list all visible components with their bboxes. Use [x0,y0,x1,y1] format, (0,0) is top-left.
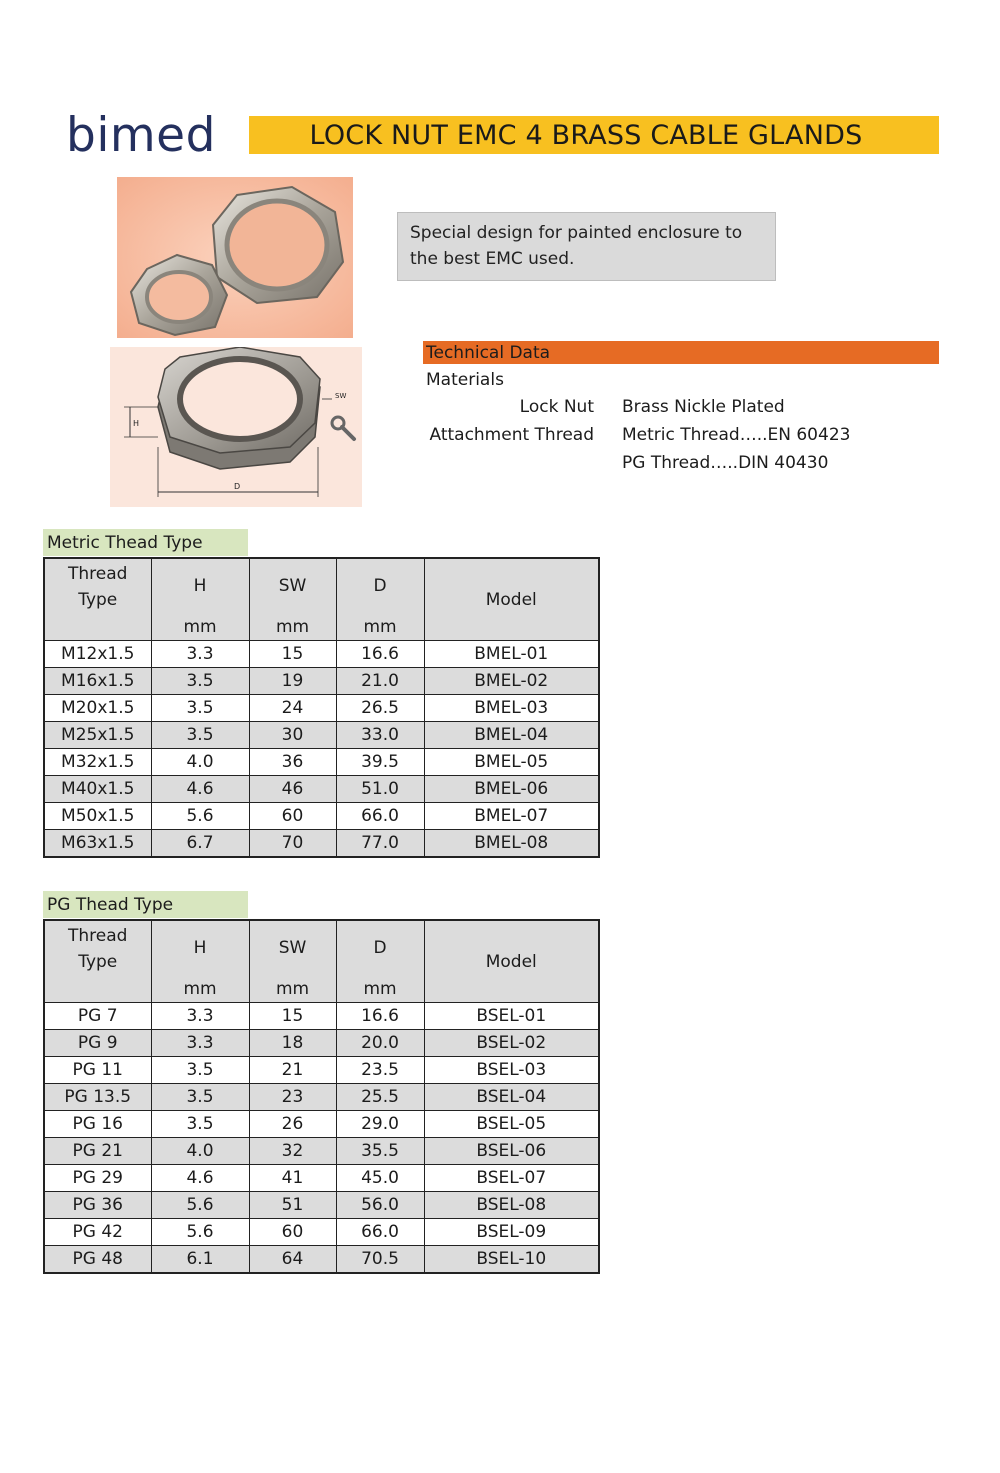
attachment-thread-label: Attachment Thread [429,425,594,445]
model-cell: BSEL-01 [424,1003,599,1030]
sw-cell: 60 [249,1219,336,1246]
h-cell: 3.5 [151,722,249,749]
product-photo-lock-nuts [117,177,353,338]
sw-cell: 70 [249,830,336,858]
model-header: Model [424,920,599,1003]
model-cell: BSEL-03 [424,1057,599,1084]
h-cell: 3.3 [151,1003,249,1030]
d-cell: 77.0 [336,830,424,858]
d-cell: 21.0 [336,668,424,695]
title-banner [249,116,939,154]
table-row [44,1030,599,1057]
table-row [44,668,599,695]
sw-cell: 30 [249,722,336,749]
table-header-row [44,558,599,641]
table-row [44,1219,599,1246]
thread-type-cell: M25x1.5 [44,722,151,749]
d-cell: 23.5 [336,1057,424,1084]
sw-cell: 18 [249,1030,336,1057]
sw-header: SW mm [249,920,336,1003]
model-cell: BSEL-10 [424,1246,599,1274]
d-cell: 29.0 [336,1111,424,1138]
table-row [44,830,599,858]
thread-type-cell: M20x1.5 [44,695,151,722]
thread-type-cell: M40x1.5 [44,776,151,803]
model-cell: BSEL-06 [424,1138,599,1165]
description-box: Special design for painted enclosure to the best EMC used. [397,212,776,281]
sw-cell: 15 [249,641,336,668]
model-cell: BMEL-06 [424,776,599,803]
sw-header: SW mm [249,558,336,641]
metric-spec-table [43,557,600,858]
d-cell: 56.0 [336,1192,424,1219]
table-row [44,1192,599,1219]
thread-type-cell: PG 29 [44,1165,151,1192]
d-cell: 26.5 [336,695,424,722]
model-cell: BMEL-08 [424,830,599,858]
h-cell: 5.6 [151,1192,249,1219]
h-cell: 5.6 [151,1219,249,1246]
thread-type-cell: PG 9 [44,1030,151,1057]
thread-type-cell: PG 13.5 [44,1084,151,1111]
sw-cell: 32 [249,1138,336,1165]
table-row [44,1003,599,1030]
h-cell: 3.3 [151,1030,249,1057]
thread-type-cell: PG 7 [44,1003,151,1030]
model-cell: BMEL-01 [424,641,599,668]
d-cell: 33.0 [336,722,424,749]
d-cell: 25.5 [336,1084,424,1111]
table-row [44,803,599,830]
table-row [44,1084,599,1111]
d-dimension-label: D [234,482,241,491]
table-row [44,1138,599,1165]
table-header-row [44,920,599,1003]
thread-type-cell: M63x1.5 [44,830,151,858]
h-cell: 3.5 [151,1057,249,1084]
h-cell: 6.7 [151,830,249,858]
dimension-drawing [110,347,362,507]
model-cell: BSEL-07 [424,1165,599,1192]
page-title: LOCK NUT EMC 4 BRASS CABLE GLANDS [309,119,863,151]
model-cell: BMEL-05 [424,749,599,776]
thread-type-cell: M16x1.5 [44,668,151,695]
model-cell: BMEL-03 [424,695,599,722]
h-cell: 4.0 [151,1138,249,1165]
sw-dimension-label: SW [335,392,347,400]
thread-type-cell: M32x1.5 [44,749,151,776]
thread-type-cell: PG 11 [44,1057,151,1084]
lock-nut-label: Lock Nut [519,397,594,417]
thread-type-header: Thread Type [44,920,151,1003]
h-cell: 5.6 [151,803,249,830]
h-cell: 3.5 [151,668,249,695]
sw-cell: 46 [249,776,336,803]
model-cell: BSEL-05 [424,1111,599,1138]
d-cell: 16.6 [336,1003,424,1030]
table-row [44,776,599,803]
h-cell: 4.6 [151,1165,249,1192]
table-row [44,749,599,776]
metric-section-label: Metric Thead Type [43,529,248,556]
d-cell: 51.0 [336,776,424,803]
h-cell: 3.3 [151,641,249,668]
materials-label: Materials [426,370,504,390]
h-dimension-label: H [133,419,140,428]
sw-cell: 24 [249,695,336,722]
d-cell: 16.6 [336,641,424,668]
h-cell: 4.6 [151,776,249,803]
d-cell: 45.0 [336,1165,424,1192]
thread-type-cell: PG 16 [44,1111,151,1138]
sw-cell: 23 [249,1084,336,1111]
model-cell: BMEL-02 [424,668,599,695]
model-cell: BMEL-07 [424,803,599,830]
thread-type-cell: PG 21 [44,1138,151,1165]
table-row [44,1057,599,1084]
table-row [44,722,599,749]
pg-section-label: PG Thead Type [43,891,248,918]
pg-spec-table [43,919,600,1274]
sw-cell: 15 [249,1003,336,1030]
model-cell: BSEL-09 [424,1219,599,1246]
thread-type-cell: PG 48 [44,1246,151,1274]
table-row [44,695,599,722]
model-cell: BSEL-02 [424,1030,599,1057]
table-row [44,1111,599,1138]
thread-type-cell: M50x1.5 [44,803,151,830]
sw-cell: 36 [249,749,336,776]
model-cell: BSEL-08 [424,1192,599,1219]
sw-cell: 26 [249,1111,336,1138]
d-cell: 20.0 [336,1030,424,1057]
model-cell: BSEL-04 [424,1084,599,1111]
d-cell: 66.0 [336,803,424,830]
table-row [44,1246,599,1274]
h-cell: 3.5 [151,1084,249,1111]
attachment-metric-value: Metric Thread…..EN 60423 [622,425,851,445]
d-header: D mm [336,920,424,1003]
sw-cell: 21 [249,1057,336,1084]
sw-cell: 51 [249,1192,336,1219]
d-cell: 35.5 [336,1138,424,1165]
h-header: H mm [151,558,249,641]
h-cell: 3.5 [151,1111,249,1138]
technical-data-heading: Technical Data [423,341,939,364]
sw-cell: 64 [249,1246,336,1274]
sw-cell: 60 [249,803,336,830]
sw-cell: 41 [249,1165,336,1192]
d-cell: 70.5 [336,1246,424,1274]
h-header: H mm [151,920,249,1003]
h-cell: 4.0 [151,749,249,776]
sw-cell: 19 [249,668,336,695]
thread-type-cell: PG 36 [44,1192,151,1219]
thread-type-header: Thread Type [44,558,151,641]
d-cell: 66.0 [336,1219,424,1246]
d-header: D mm [336,558,424,641]
attachment-pg-value: PG Thread…..DIN 40430 [622,453,829,473]
model-cell: BMEL-04 [424,722,599,749]
model-header: Model [424,558,599,641]
table-row [44,641,599,668]
table-row [44,1165,599,1192]
lock-nut-value: Brass Nickle Plated [622,397,785,417]
h-cell: 3.5 [151,695,249,722]
d-cell: 39.5 [336,749,424,776]
thread-type-cell: M12x1.5 [44,641,151,668]
thread-type-cell: PG 42 [44,1219,151,1246]
brand-logo: bimed [66,108,216,163]
h-cell: 6.1 [151,1246,249,1274]
